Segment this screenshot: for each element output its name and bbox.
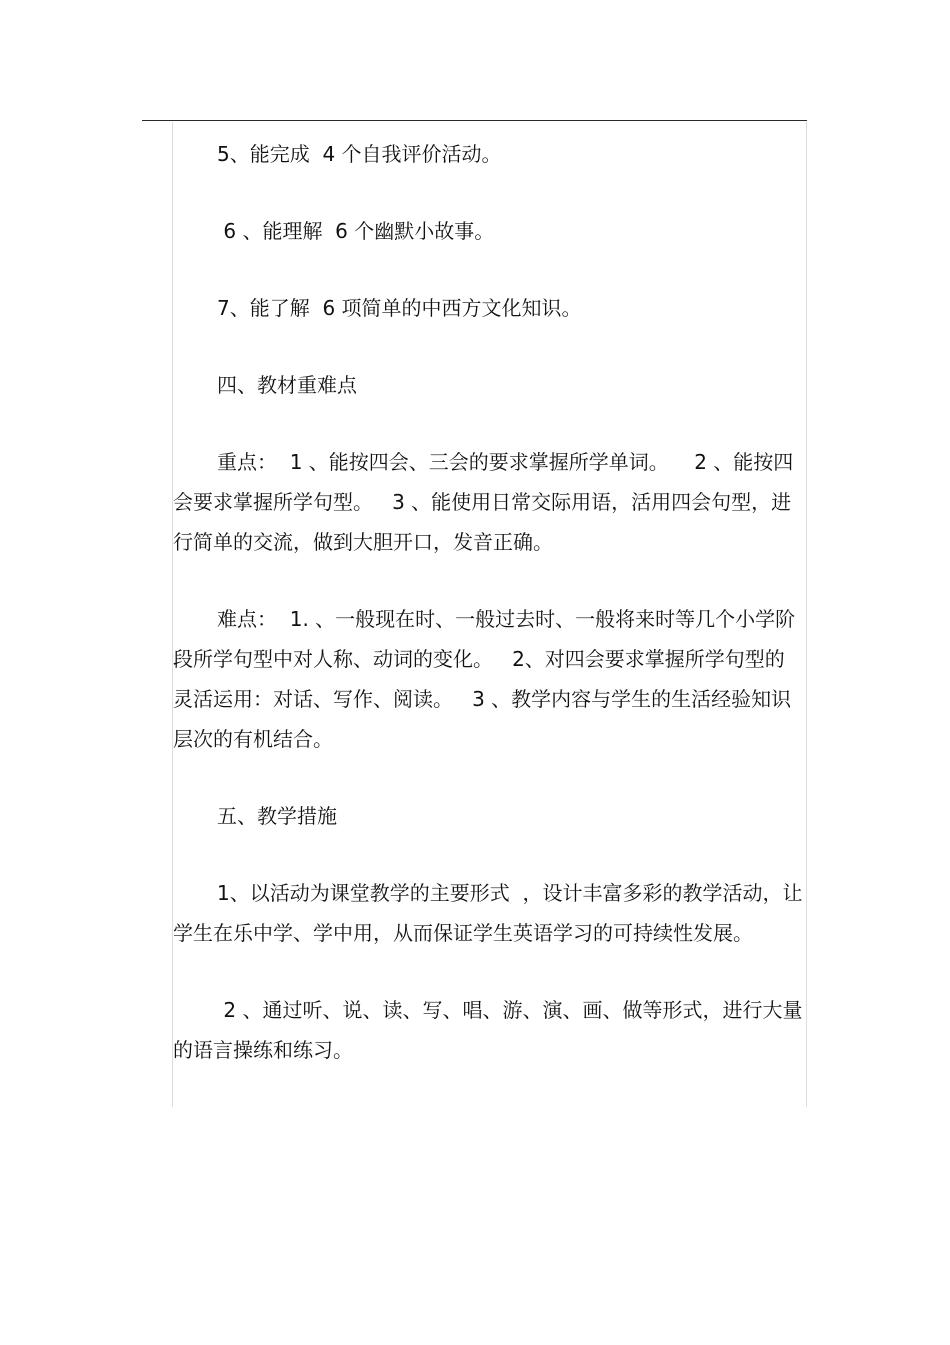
goal-item-5: 5、能完成 4 个自我评价活动。 [217, 142, 502, 166]
section-heading-teaching-measures: 五、教学措施 [217, 804, 337, 828]
document-body [173, 134, 803, 1070]
difficult-points-paragraph: 难点： 1. 、一般现在时、一般过去时、一般将来时等几个小学阶段所学句型中对人称、动词的变化。 2、对四会要求掌握所学句型的灵活运用：对话、写作、阅读。 3 、教学内容与学生的生活经验知识层次的有机结合。 [173, 607, 796, 751]
measure-item-2: 2 、通过听、说、读、写、唱、游、演、画、做等形式，进行大量的语言操练和练习。 [173, 998, 803, 1062]
key-points-paragraph: 重点： 1 、能按四会、三会的要求掌握所学单词。 2 、能按四会要求掌握所学句型。 3 、能使用日常交际用语，活用四会句型，进行简单的交流，做到大胆开口，发音正确。 [173, 450, 794, 554]
goal-item-6: 6 、能理解 6 个幽默小故事。 [217, 219, 495, 243]
measure-item-1: 1、以活动为课堂教学的主要形式 ，设计丰富多彩的教学活动，让学生在乐中学、学中用，从而保证学生英语学习的可持续性发展。 [173, 881, 803, 945]
right-margin-line [806, 122, 807, 1107]
section-heading-key-points: 四、教材重难点 [217, 373, 357, 397]
header-rule [142, 120, 807, 121]
goal-item-7: 7、能了解 6 项简单的中西方文化知识。 [217, 296, 582, 320]
